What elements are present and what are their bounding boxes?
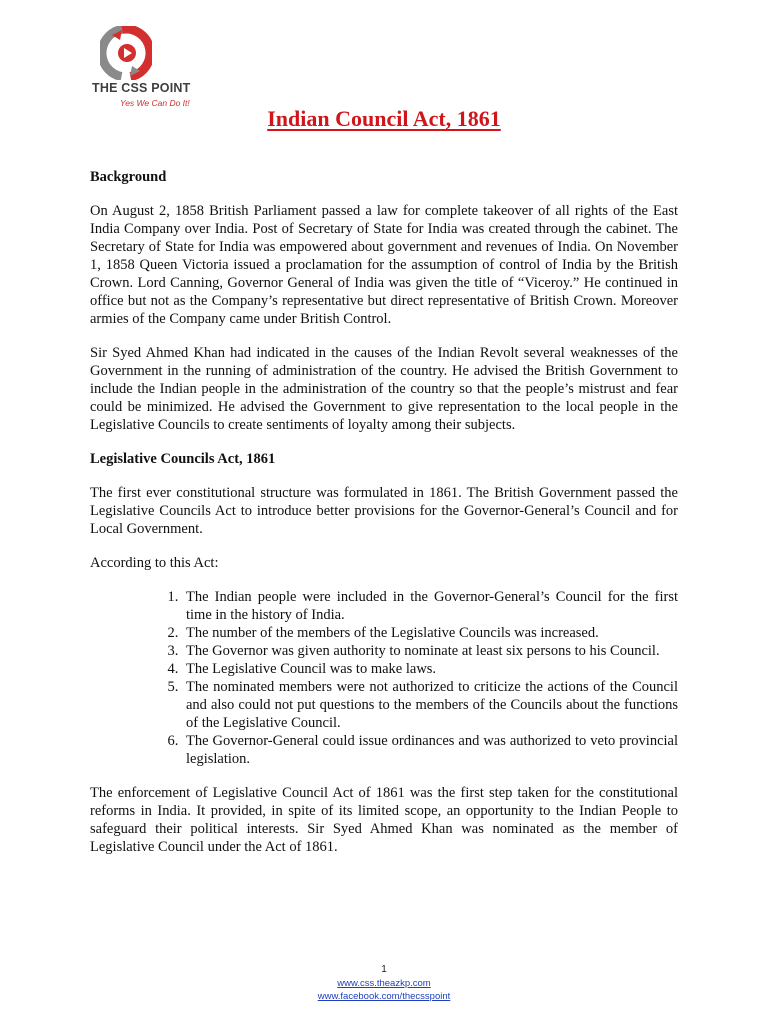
act-provisions-list	[90, 588, 678, 768]
page-number: 1	[381, 964, 387, 975]
list-item: 5. The nominated members were not authorized to criticize the actions of the Council and also could not put questions to the members of the Councils about the functions of the Legislative Council.	[182, 678, 678, 732]
page-title: Indian Council Act, 1861	[267, 106, 501, 131]
conclusion-paragraph: The enforcement of Legislative Council Act of 1861 was the first step taken for the constitutional reforms in India. It provided, in spite of its limited scope, an opportunity to the Indian People to safeguard their political interests. Sir Syed Ahmed Khan was nominated as the member of Legislative Council under the Act of 1861.	[90, 785, 678, 855]
website-link[interactable]: www.css.theazkp.com	[337, 978, 431, 989]
list-item: 4. The Legislative Council was to make laws.	[182, 660, 678, 678]
background-paragraph: Sir Syed Ahmed Khan had indicated in the causes of the Indian Revolt several weaknesses of the Government in the running of administration of the country. He advised the British Government to include the Indian people in the administration of the country so that the people’s mistrust and fear could be minimized. He advised the Government to give representation to the local people in the Legislative Councils to create sentiments of loyalty among their subjects.	[90, 345, 678, 433]
background-paragraph: On August 2, 1858 British Parliament passed a law for complete takeover of all rights of the East India Company over India. Post of Secretary of State for India was created through the cabinet. The Secretary of State for India was empowered about government and revenues of India. On November 1, 1858 Queen Victoria issued a proclamation for the assumption of control of India by the British Crown. Lord Canning, Governor General of India was given the title of “Viceroy.” He continued in office but not as the Company’s representative but direct representative of British Crown. Moreover armies of the Company came under British Control.	[90, 203, 678, 327]
list-item: 3. The Governor was given authority to nominate at least six persons to his Council.	[182, 642, 678, 660]
section-heading-act: Legislative Councils Act, 1861	[90, 451, 276, 467]
section-heading-background: Background	[90, 169, 167, 185]
list-item: 2. The number of the members of the Legislative Councils was increased.	[182, 624, 678, 642]
brand-logo	[92, 26, 192, 116]
page-footer	[0, 964, 768, 1003]
list-item: 6. The Governor-General could issue ordinances and was authorized to veto provincial legislation.	[182, 732, 678, 768]
logo-tagline: Yes We Can Do It!	[120, 98, 190, 108]
document-body	[90, 168, 678, 872]
facebook-link[interactable]: www.facebook.com/thecsspoint	[317, 991, 451, 1002]
act-lead-text: According to this Act:	[90, 555, 219, 571]
list-item: 1. The Indian people were included in the Governor-General’s Council for the first time in the history of India.	[182, 588, 678, 624]
act-intro-paragraph: The first ever constitutional structure was formulated in 1861. The British Government passed the Legislative Councils Act to introduce better provisions for the Governor-General’s Council and for Local Government.	[90, 485, 678, 537]
logo-name: THE CSS POINT	[92, 81, 191, 95]
css-point-logo-icon	[100, 26, 152, 80]
